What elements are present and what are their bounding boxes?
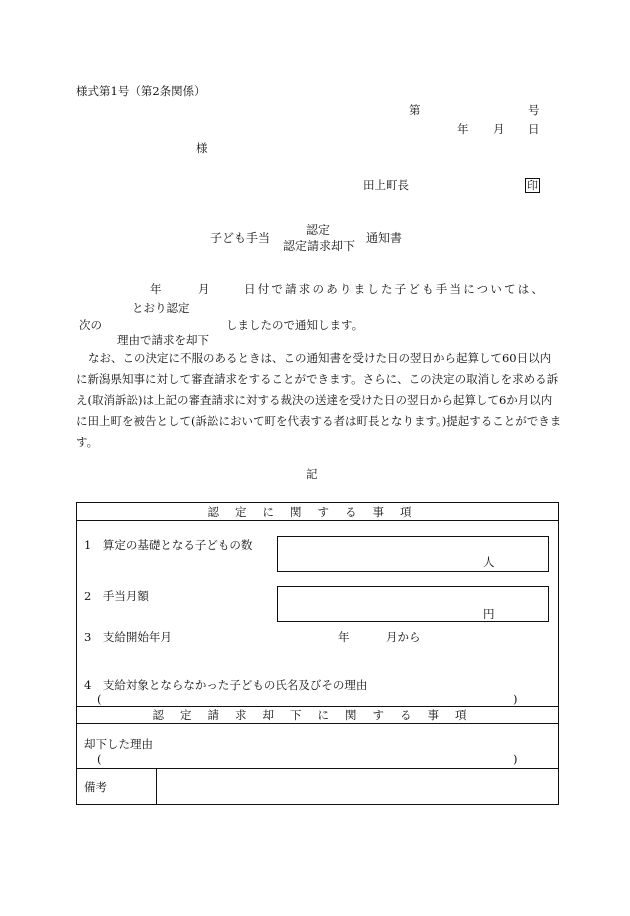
date-year: 年: [457, 122, 469, 136]
divider: [77, 706, 558, 707]
item3-month: 月から: [386, 630, 421, 644]
item2-label: 2 手当月額: [84, 589, 149, 603]
body-suffix: しましたので通知します。: [226, 318, 364, 332]
item2-unit: 円: [483, 607, 495, 621]
rejection-label: 却下した理由: [84, 737, 153, 751]
doc-number-suffix: 号: [528, 103, 540, 117]
title-option-reject: 認定請求却下: [283, 239, 356, 253]
issuer-name: 田上町長: [363, 178, 409, 192]
seal-stamp: 印: [527, 179, 538, 192]
title-right: 通知書: [366, 231, 403, 245]
item2-field[interactable]: [277, 586, 549, 622]
remarks-label: 備考: [84, 780, 107, 794]
section2-header: 認定請求却下に関する事項: [152, 708, 483, 722]
details-table: [76, 502, 559, 805]
item4-label: 4 支給対象とならなかった子どもの氏名及びその理由: [84, 678, 368, 692]
item3-year: 年: [338, 630, 350, 644]
rejection-paren-close: ): [513, 752, 518, 766]
divider: [77, 723, 558, 724]
notice-paragraph: なお、この決定に不服のあるときは、この通知書を受けた日の翌日から起算して60日以内に新潟県知事に対して審査請求をすることができます。さらに、この決定の取消しを求める訴え(取消訴訟)は上記の審査請求に対する裁決の送達を受けた日の翌日から起算して6か月以内に田上町を被告として(訴訟において町を代表する者は町長となります。)提起することができます。: [76, 351, 562, 449]
body-month: 月: [198, 282, 210, 296]
item4-paren-close: ): [513, 692, 518, 706]
title-left: 子ども手当: [210, 231, 271, 245]
body-option-reject: 理由で請求を却下: [117, 333, 209, 347]
item1-field[interactable]: [277, 536, 549, 572]
doc-number-prefix: 第: [409, 103, 421, 117]
remarks-field[interactable]: [157, 769, 558, 804]
body-prefix: 次の: [79, 318, 102, 332]
item1-unit: 人: [483, 555, 495, 569]
divider: [77, 520, 558, 521]
body-year: 年: [150, 282, 162, 296]
title-option-approve: 認定: [306, 223, 331, 237]
addressee-suffix: 様: [196, 141, 208, 155]
date-month: 月: [493, 122, 505, 136]
rejection-paren-open: (: [97, 752, 102, 766]
section1-header: 認定に関する事項: [207, 505, 428, 519]
item3-label: 3 支給開始年月: [84, 630, 172, 644]
item1-label: 1 算定の基礎となる子どもの数: [84, 538, 253, 552]
body-option-approve: とおり認定: [132, 301, 190, 315]
item4-paren-open: (: [97, 692, 102, 706]
ki-heading: 記: [306, 467, 318, 481]
body-line1-rest: 日付で請求のありました子ども手当については、: [244, 282, 546, 296]
form-label: 様式第1号（第2条関係）: [76, 84, 206, 98]
date-day: 日: [528, 122, 540, 136]
